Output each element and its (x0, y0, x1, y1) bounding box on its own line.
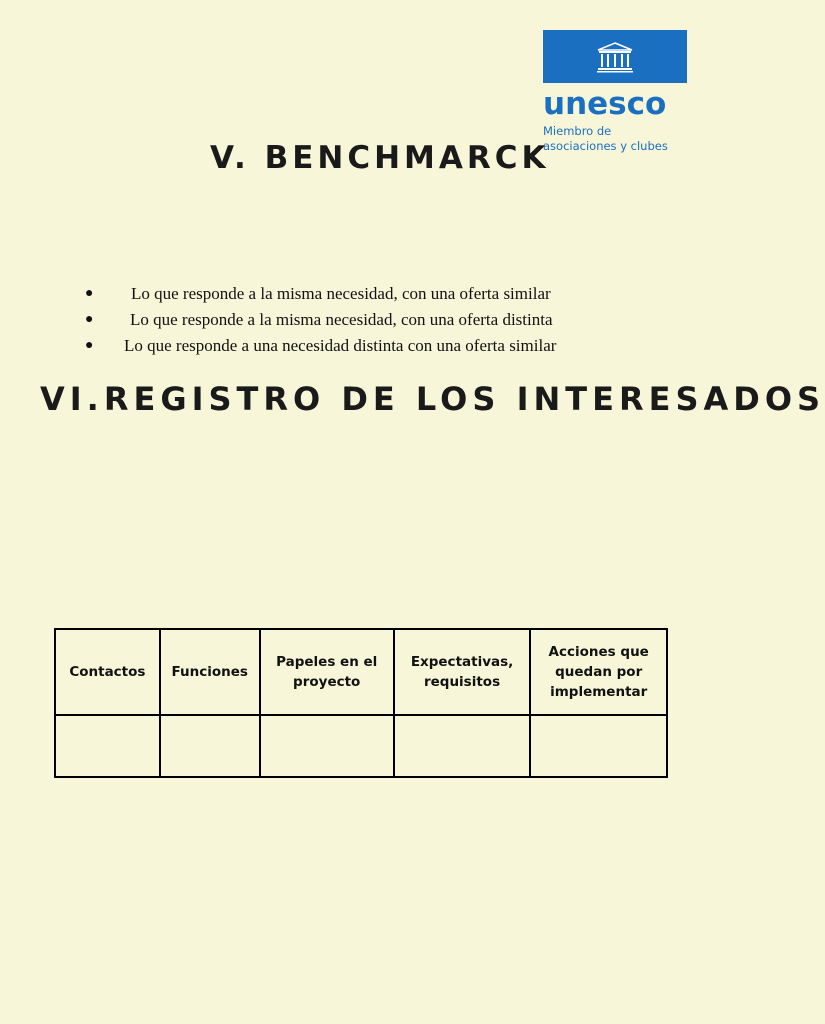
unesco-wordmark: unesco (543, 86, 667, 122)
section-6-title: VI.REGISTRO DE LOS INTERESADOS (40, 380, 825, 418)
table-header-row (55, 629, 667, 715)
unesco-logo (543, 30, 688, 154)
section-5-title: V. BENCHMARCK (210, 140, 550, 176)
list-item (85, 333, 685, 359)
bullet-icon: ● (85, 286, 94, 301)
table-cell[interactable] (160, 715, 260, 777)
column-header-funciones: Funciones (160, 629, 260, 715)
list-item (85, 281, 685, 307)
table-cell[interactable] (530, 715, 667, 777)
unesco-emblem-box (543, 30, 687, 83)
table-cell[interactable] (394, 715, 531, 777)
list-item (85, 307, 685, 333)
table-row (55, 715, 667, 777)
list-item-text: Lo que responde a la misma necesidad, con una oferta distinta (130, 310, 553, 329)
stakeholder-register-table (54, 628, 668, 778)
table-cell[interactable] (55, 715, 160, 777)
unesco-subtitle-line2: asociaciones y clubes (543, 139, 668, 153)
column-header-contactos: Contactos (55, 629, 160, 715)
bullet-icon: ● (85, 338, 94, 353)
column-header-papeles: Papeles en el proyecto (260, 629, 394, 715)
unesco-subtitle-line1: Miembro de (543, 124, 612, 138)
unesco-temple-icon (596, 41, 634, 73)
bullet-icon: ● (85, 312, 94, 327)
list-item-text: Lo que responde a la misma necesidad, con una oferta similar (131, 284, 551, 303)
column-header-expectativas: Expectativas, requisitos (394, 629, 531, 715)
column-header-acciones: Acciones que quedan por implementar (530, 629, 667, 715)
list-item-text: Lo que responde a una necesidad distinta con una oferta similar (124, 336, 557, 355)
table-cell[interactable] (260, 715, 394, 777)
benchmark-bullet-list (85, 281, 685, 359)
unesco-subtitle (543, 124, 688, 154)
